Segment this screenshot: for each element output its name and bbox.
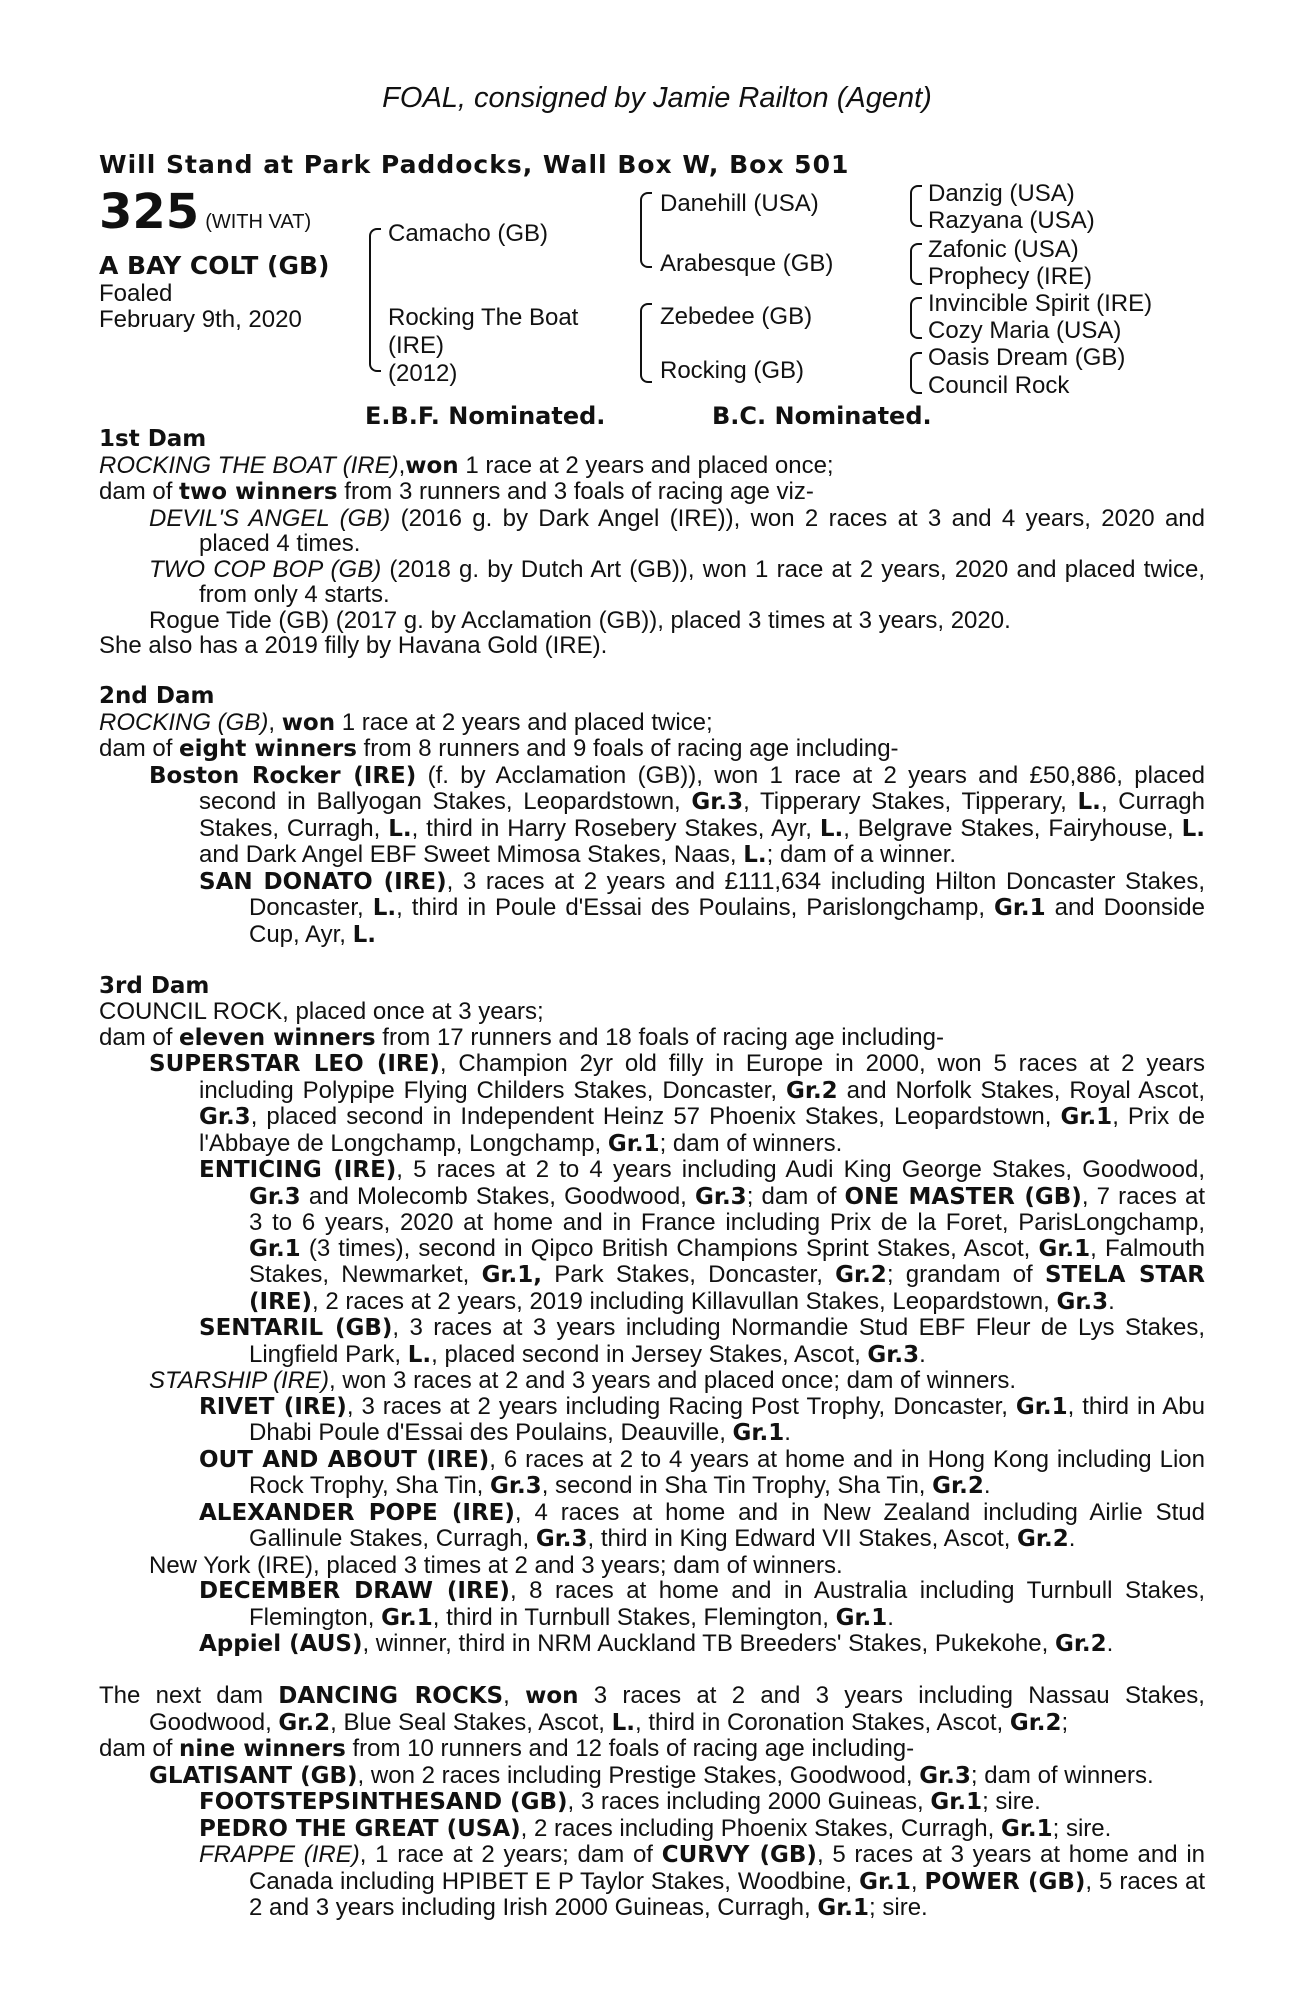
bold-text: Gr.1, (481, 1262, 542, 1288)
text: dam of (99, 1735, 180, 1762)
text: , 3 races at 3 years including Normandie Stud EBF Fleur de Lys Stakes, Lingfield Park, (249, 1314, 1205, 1368)
bold-text: Gr.3 (490, 1473, 542, 1499)
bold-text: Gr.1 (1038, 1235, 1091, 1262)
text: . (1068, 1525, 1076, 1552)
first-dam-lines (99, 453, 1205, 506)
text: , (268, 708, 282, 736)
record-entry (99, 1315, 1205, 1368)
record-entry (99, 1631, 1205, 1658)
foaled-date: February 9th, 2020 (99, 306, 302, 333)
third-dam-lines (99, 999, 1205, 1051)
text: ; dam of a winner. (766, 841, 957, 868)
bold-text: Gr.1 (817, 1895, 870, 1921)
bold-text: SENTARIL (GB) (199, 1315, 393, 1341)
bold-text: ALEXANDER POPE (IRE) (199, 1499, 515, 1526)
bold-text: L. (1181, 815, 1205, 842)
text: , 3 races at 2 years including Racing Post Trophy, Doncaster, (346, 1392, 1016, 1420)
text: , 5 races at 2 and 3 years including Irish 2000 Guineas, Curragh, (249, 1867, 1205, 1921)
text: (2016 g. by Dark Angel (IRE)), won 2 races at 3 and 4 years, 2020 and placed 4 times. (199, 504, 1205, 557)
bold-text: Gr.2 (278, 1709, 331, 1736)
bold-text: Gr.2 (932, 1473, 984, 1499)
record-line (99, 736, 1205, 763)
pedigree-g3: Zafonic (USA) (928, 236, 1079, 263)
text: ; sire. (869, 1894, 928, 1921)
text: dam of (99, 1023, 180, 1051)
text: dam of (99, 478, 180, 505)
record-entry (99, 1500, 1205, 1553)
bold-text: RIVET (IRE) (199, 1393, 347, 1420)
pedigree-g8: Council Rock (928, 372, 1070, 399)
bold-text: CURVY (GB) (661, 1842, 817, 1868)
pedigree-dam-sire: Zebedee (GB) (660, 303, 813, 330)
bold-text: Gr.1 (1015, 1393, 1068, 1420)
pedigree-sire-dam: Arabesque (GB) (660, 250, 834, 277)
italic-text: FRAPPE (IRE) (199, 1841, 360, 1868)
bold-text: ENTICING (IRE) (199, 1157, 397, 1183)
text: 1 race at 2 years and placed twice; (335, 708, 713, 736)
record-line (99, 869, 1205, 949)
pedigree-sire: Camacho (GB) (388, 220, 549, 247)
text: , 7 races at 3 to 6 years, 2020 at home and in France including Prix de la Foret, ParisLongchamp, (249, 1182, 1205, 1236)
text: , (910, 1867, 925, 1895)
text: , 3 races at 2 years and £111,634 including Hilton Doncaster Stakes, Doncaster, (249, 867, 1206, 921)
bold-text: POWER (GB) (924, 1868, 1086, 1895)
record-line (99, 763, 1205, 869)
record-entry (99, 1578, 1205, 1631)
bold-text: Gr.3 (535, 1526, 588, 1552)
text: and Doonside Cup, Ayr, (249, 894, 1205, 948)
bold-text: Gr.1 (859, 1868, 911, 1895)
pedigree-dam-line1: Rocking The Boat (388, 304, 579, 331)
text: , third in Abu Dhabi Poule d'Essai des Poulains, Deauville, (249, 1392, 1205, 1446)
third-dam-heading: 3rd Dam (99, 972, 210, 999)
lot-number-block (99, 184, 311, 240)
record-entry (99, 1763, 1205, 1790)
text: ; dam of (746, 1182, 845, 1210)
text: COUNCIL ROCK, placed once at 3 years; (99, 998, 544, 1025)
brace-1 (369, 228, 381, 372)
pedigree-dam-line2: (IRE) (388, 332, 444, 359)
record-entry (99, 1683, 1205, 1736)
text: 3 races at 2 and 3 years including Nassau Stakes, Goodwood, (149, 1682, 1205, 1736)
text: ; grandam of (886, 1261, 1045, 1288)
text: , third in King Edward VII Stakes, Ascot, (587, 1525, 1018, 1552)
italic-text: DEVIL'S ANGEL (GB) (149, 504, 391, 532)
record-entry (99, 1157, 1205, 1315)
bold-text: Gr.1 (1000, 1815, 1053, 1842)
record-entry (99, 1789, 1205, 1816)
bold-text: Gr.1 (607, 1130, 660, 1157)
vat-note: (WITH VAT) (205, 211, 312, 233)
text: and Norfolk Stakes, Royal Ascot, (837, 1076, 1205, 1104)
bold-text: SUPERSTAR LEO (IRE) (149, 1051, 440, 1077)
second-dam-heading: 2nd Dam (99, 683, 215, 709)
text: , Tipperary Stakes, Tipperary, (743, 788, 1078, 815)
bold-text: PEDRO THE GREAT (USA) (199, 1815, 521, 1842)
record-line (99, 1025, 1205, 1052)
record-line (99, 608, 1205, 634)
text: , 4 races at home and in New Zealand including Airlie Stud Gallinule Stakes, Curragh, (249, 1498, 1205, 1552)
bold-text: L. (407, 1341, 432, 1368)
record-entry (99, 1447, 1205, 1500)
text: , second in Sha Tin Trophy, Sha Tin, (541, 1472, 933, 1499)
text: , won 2 races including Prestige Stakes, Goodwood, (357, 1761, 920, 1789)
bold-text: L. (743, 842, 767, 868)
text: 1 race at 2 years and placed once; (458, 451, 834, 479)
bold-text: eleven winners (179, 1024, 376, 1051)
text: . (983, 1472, 991, 1499)
bold-text: ONE MASTER (GB) (844, 1183, 1082, 1210)
text: , third in Poule d'Essai des Poulains, Parislongchamp, (396, 894, 994, 921)
foaled-label: Foaled (99, 280, 173, 307)
bold-text: OUT AND ABOUT (IRE) (199, 1446, 490, 1473)
text: . (1106, 1630, 1114, 1657)
bold-text: nine winners (179, 1736, 346, 1762)
stand-location: Will Stand at Park Paddocks, Wall Box W, Box 501 (99, 150, 850, 179)
text: , 1 race at 2 years; dam of (359, 1841, 662, 1868)
record-entry (99, 1736, 1205, 1763)
bold-text: Gr.1 (732, 1420, 785, 1446)
text: , Prix de l'Abbaye de Longchamp, Longchamp, (199, 1103, 1206, 1157)
record-entry (99, 1368, 1205, 1394)
bold-text: Gr.1 (993, 895, 1046, 921)
brace-4 (910, 185, 922, 227)
record-entry (99, 1051, 1205, 1157)
text: , 3 races including 2000 Guineas, (567, 1788, 931, 1815)
text: , Curragh Stakes, Curragh, (199, 788, 1205, 842)
text: , placed second in Independent Heinz 57 Phoenix Stakes, Leopardstown, (250, 1103, 1061, 1130)
text: (f. by Acclamation (GB)), won 1 race at 2 years and £50,886, placed second in Ballyogan Stakes, Leopardstown, (199, 761, 1205, 815)
text: from 17 runners and 18 foals of racing age including- (375, 1023, 944, 1051)
ebf-nominated: E.B.F. Nominated. (365, 402, 606, 430)
text: . (784, 1419, 791, 1446)
italic-text: STARSHIP (IRE) (149, 1367, 330, 1394)
text: , third in Turnbull Stakes, Flemington, (432, 1603, 836, 1631)
bold-text: won (405, 452, 459, 479)
record-line (99, 710, 1205, 737)
record-line (99, 557, 1205, 608)
text: , Belgrave Stakes, Fairyhouse, (843, 814, 1182, 842)
record-entry (99, 1816, 1205, 1843)
second-dam-lines (99, 710, 1205, 763)
horse-name: A BAY COLT (GB) (99, 251, 330, 280)
bold-text: Boston Rocker (IRE) (149, 762, 417, 789)
text: dam of (99, 735, 180, 762)
bold-text: GLATISANT (GB) (149, 1762, 358, 1789)
italic-text: ROCKING THE BOAT (IRE) (99, 451, 399, 479)
pedigree-g6: Cozy Maria (USA) (928, 317, 1122, 344)
text: . (919, 1340, 926, 1368)
record-entry (99, 1553, 1205, 1579)
text: , 6 races at 2 to 4 years at home and in Hong Kong including Lion Rock Trophy, Sha Tin, (249, 1445, 1205, 1499)
bold-text: Gr.2 (1009, 1709, 1062, 1736)
second-dam-progeny-1 (99, 763, 1205, 869)
bold-text: Gr.1 (1060, 1104, 1113, 1130)
text: , Blue Seal Stakes, Ascot, (330, 1708, 612, 1736)
bold-text: Gr.2 (835, 1262, 887, 1288)
text: from 8 runners and 9 foals of racing age including- (356, 735, 899, 762)
bold-text: won (525, 1683, 579, 1709)
text: , Champion 2yr old filly in Europe in 2000, won 5 races at 2 years including Polypipe Flying Childers Stakes, Doncaster, (199, 1050, 1205, 1104)
text: ; sire. (982, 1788, 1041, 1815)
record-entry (99, 1842, 1205, 1922)
italic-text: ROCKING (GB) (99, 708, 269, 736)
bold-text: FOOTSTEPSINTHESAND (GB) (199, 1789, 568, 1815)
bold-text: Gr.2 (1017, 1526, 1069, 1552)
second-dam-progeny-2 (99, 869, 1205, 949)
text: and Dark Angel EBF Sweet Mimosa Stakes, Naas, (199, 841, 744, 868)
record-line (99, 479, 1205, 506)
bold-text: Gr.3 (867, 1341, 920, 1368)
bold-text: SAN DONATO (IRE) (199, 868, 447, 895)
bold-text: L. (611, 1709, 635, 1736)
pedigree-dam-line3: (2012) (388, 360, 458, 387)
text: and Molecomb Stakes, Goodwood, (300, 1182, 695, 1210)
bold-text: Gr.3 (199, 1104, 251, 1130)
brace-6 (910, 297, 922, 339)
pedigree-g4: Prophecy (IRE) (928, 263, 1093, 290)
bold-text: Gr.3 (691, 789, 744, 815)
first-dam-closing: She also has a 2019 filly by Havana Gold (IRE). (99, 632, 608, 659)
next-dam-entries (99, 1683, 1205, 1922)
text: New York (IRE), placed 3 times at 2 and 3 years; dam of winners. (149, 1551, 843, 1579)
text: , (398, 451, 406, 479)
text: (3 times), second in Qipco British Champions Sprint Stakes, Ascot, (300, 1234, 1039, 1262)
bold-text: Gr.2 (1054, 1631, 1107, 1657)
bold-text: Gr.2 (786, 1077, 838, 1104)
lot-number: 325 (99, 184, 200, 240)
bold-text: Gr.3 (695, 1183, 747, 1210)
text: ; (1061, 1708, 1069, 1736)
first-dam-progeny (99, 506, 1205, 634)
bold-text: Gr.3 (919, 1762, 971, 1789)
brace-7 (910, 352, 922, 394)
text: , 8 races at home and in Australia including Turnbull Stakes, Flemington, (249, 1577, 1205, 1631)
record-entry (99, 1394, 1205, 1447)
bold-text: Appiel (AUS) (199, 1631, 363, 1657)
third-dam-entries (99, 1051, 1205, 1658)
bold-text: two winners (179, 479, 338, 505)
bold-text: Gr.1 (249, 1235, 301, 1262)
text: . (887, 1603, 894, 1631)
text: from 10 runners and 12 foals of racing age including- (345, 1735, 915, 1762)
bold-text: STELA STAR (IRE) (249, 1262, 1205, 1315)
bold-text: L. (372, 895, 397, 921)
bold-text: L. (1077, 789, 1101, 815)
text: Rogue Tide (GB) (2017 g. by Acclamation (GB)), placed 3 times at 3 years, 2020. (149, 606, 1011, 634)
text: , won 3 races at 2 and 3 years and placed once; dam of winners. (329, 1367, 1017, 1394)
text: , (503, 1682, 526, 1709)
text: , Falmouth Stakes, Newmarket, (249, 1234, 1205, 1288)
page-header: FOAL, consigned by Jamie Railton (Agent) (382, 82, 932, 114)
text: ; dam of winners. (659, 1129, 843, 1157)
produce-record (99, 427, 1205, 1922)
text: , 5 races at 3 years at home and in Canada including HPIBET E P Taylor Stakes, Woodbine, (249, 1841, 1206, 1895)
record-line (99, 453, 1205, 480)
bold-text: Gr.3 (249, 1183, 301, 1210)
bold-text: DECEMBER DRAW (IRE) (199, 1578, 510, 1604)
text: Park Stakes, Doncaster, (542, 1261, 836, 1288)
bold-text: Gr.1 (381, 1604, 433, 1631)
pedigree-sire-sire: Danehill (USA) (660, 190, 819, 217)
text: (2018 g. by Dutch Art (GB)), won 1 race at 2 years, 2020 and placed twice, from only 4 starts. (199, 555, 1206, 608)
record-line (99, 999, 1205, 1025)
text: , third in Coronation Stakes, Ascot, (635, 1708, 1010, 1736)
pedigree-g5: Invincible Spirit (IRE) (928, 290, 1153, 317)
first-dam-heading: 1st Dam (99, 426, 207, 452)
italic-text: TWO COP BOP (GB) (149, 555, 382, 583)
text: , 2 races at 2 years, 2019 including Killavullan Stakes, Leopardstown, (312, 1287, 1057, 1315)
brace-5 (910, 243, 922, 285)
bold-text: L. (352, 921, 377, 948)
brace-3 (640, 303, 652, 383)
bold-text: L. (819, 815, 844, 842)
bold-text: Gr.3 (1056, 1288, 1109, 1315)
text: from 3 runners and 3 foals of racing age viz- (337, 478, 814, 505)
bold-text: DANCING ROCKS (278, 1683, 504, 1709)
pedigree-g7: Oasis Dream (GB) (928, 344, 1126, 371)
bold-text: Gr.1 (835, 1604, 888, 1631)
text: The next dam (99, 1682, 279, 1709)
pedigree-g1: Danzig (USA) (928, 180, 1075, 207)
text: . (1108, 1287, 1115, 1315)
bold-text: Gr.1 (930, 1789, 983, 1815)
text: ; sire. (1052, 1814, 1112, 1842)
pedigree-g2: Razyana (USA) (928, 207, 1095, 234)
record-line (99, 506, 1205, 557)
bc-nominated: B.C. Nominated. (712, 402, 932, 430)
text: , 5 races at 2 to 4 years including Audi King George Stakes, Goodwood, (396, 1156, 1205, 1183)
pedigree-dam-dam: Rocking (GB) (660, 357, 805, 384)
bold-text: won (281, 709, 336, 736)
bold-text: eight winners (179, 736, 357, 762)
text: , winner, third in NRM Auckland TB Breeders' Stakes, Pukekohe, (362, 1630, 1055, 1657)
text: ; dam of winners. (970, 1761, 1154, 1789)
text: , placed second in Jersey Stakes, Ascot, (431, 1340, 868, 1368)
text: , third in Harry Rosebery Stakes, Ayr, (411, 814, 820, 842)
brace-2 (640, 192, 652, 268)
bold-text: L. (388, 815, 412, 842)
text: , 2 races including Phoenix Stakes, Curragh, (520, 1814, 1001, 1842)
